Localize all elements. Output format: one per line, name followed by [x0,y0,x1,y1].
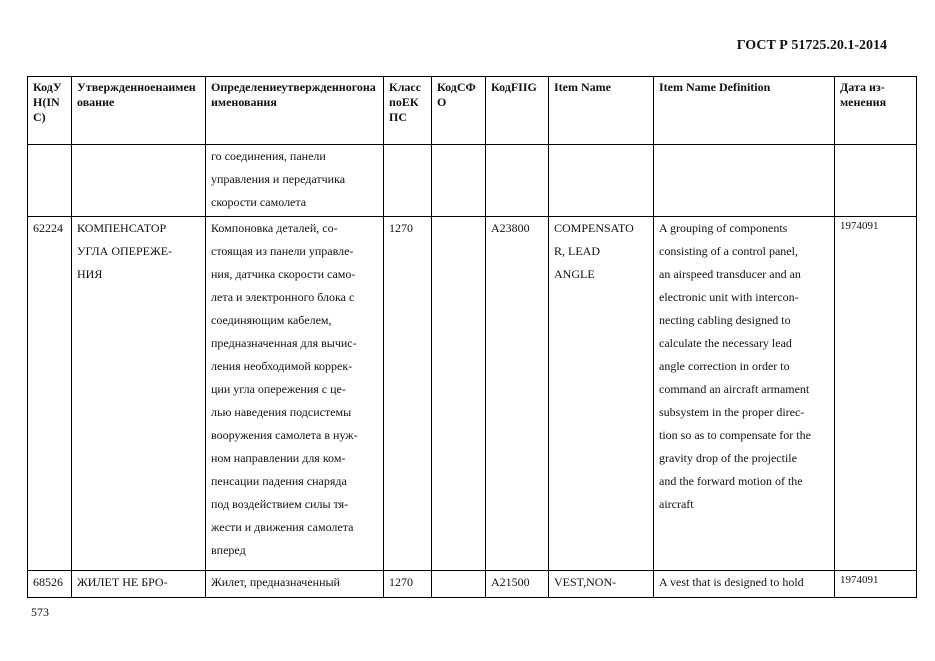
item-name-cell [549,571,654,598]
cell-line: ЕКП [389,95,419,124]
col-header-definition [206,77,384,145]
col-header-inc [28,77,72,145]
cell-line: Item Name Definition [659,80,771,94]
cell-line: КОМПЕНСАТОР [77,221,167,235]
change-date-cell [835,145,917,217]
cell-line: calculate the necessary lead [659,336,792,350]
change-date-cell [835,217,917,571]
cell-line: Код [437,80,457,94]
cell-line: subsystem in the proper direc- [659,405,805,419]
class-cell [384,571,432,598]
table-header-row [28,77,917,145]
cell-line: лета и электронного блока с [211,290,355,304]
cell-line: Код [491,80,511,94]
cell-line: A23800 [491,221,530,235]
cell-line: and the forward motion of the [659,474,803,488]
table-row [28,145,917,217]
cell-line: УН [33,80,62,109]
sfo-cell [432,571,486,598]
cell-line: под воздействием силы тя- [211,497,349,511]
approved-name-cell [72,571,206,598]
cell-line: 68526 [33,575,63,589]
cell-line: пенсации падения снаряда [211,474,347,488]
cell-line: по [389,95,402,109]
cell-line: an airspeed transducer and an [659,267,801,281]
inc-cell [28,217,72,571]
approved-name-cell [72,217,206,571]
fiig-cell [486,217,549,571]
cell-line: necting cabling designed to [659,313,791,327]
item-definition-cell [654,217,835,571]
cell-line: 1270 [389,575,413,589]
cell-line: лью наведения подсистемы [211,405,352,419]
sfo-cell [432,217,486,571]
item-definition-cell [654,145,835,217]
cell-line: Класс [389,80,422,94]
cell-line: 62224 [33,221,63,235]
cell-line: УГЛА ОПЕРЕЖЕ- [77,244,173,258]
cell-line: Компоновка деталей, со- [211,221,338,235]
cell-line: утвержденного [281,80,363,94]
class-cell [384,217,432,571]
cell-line: angle correction in order to [659,359,790,373]
cell-line: gravity drop of the projectile [659,451,797,465]
cell-line: VEST,NON- [554,575,617,589]
cell-line: Код [33,80,53,94]
cell-line: ANGLE [554,267,595,281]
sfo-cell [432,145,486,217]
cell-line: 1974091 [840,220,879,232]
page-number: 573 [31,605,49,619]
cell-line: command an aircraft armament [659,382,810,396]
cell-line: НИЯ [77,267,103,281]
col-header-sfo [432,77,486,145]
cell-line: COMPENSATO [554,221,634,235]
document-standard-code: ГОСТ Р 51725.20.1-2014 [736,38,887,53]
cell-line: R, LEAD [554,244,600,258]
cell-line: го соединения, панели [211,149,326,163]
fiig-cell [486,571,549,598]
cell-line: вооружения самолета в нуж- [211,428,358,442]
cell-line: consisting of a control panel, [659,244,798,258]
cell-line: tion so as to compensate for the [659,428,811,442]
cell-line: 1270 [389,221,413,235]
cell-line: наименование [77,80,196,109]
cell-line: наименования [211,80,376,109]
cell-line: жести и движения самолета [211,520,354,534]
cell-line: (INC) [33,95,60,124]
cell-line: ЖИЛЕТ НЕ БРО- [77,575,168,589]
cell-line: 1974091 [840,574,879,586]
cell-line: A21500 [491,575,530,589]
approved-name-cell [72,145,206,217]
col-header-approved-name [72,77,206,145]
cell-line: Жилет, предназначенный [211,575,340,589]
table-row [28,217,917,571]
cell-line: ния, датчика скорости само- [211,267,356,281]
definition-cell [206,217,384,571]
cell-line: соединяющим кабелем, [211,313,332,327]
col-header-class [384,77,432,145]
cell-line: Утвержденное [77,80,156,94]
cell-line: вперед [211,543,246,557]
definition-cell [206,571,384,598]
cell-line: предназначенная для вычис- [211,336,357,350]
col-header-item-name [549,77,654,145]
cell-line: FIIG [510,80,537,94]
col-header-change-date [835,77,917,145]
cell-line: Item Name [554,80,611,94]
class-cell [384,145,432,217]
item-name-cell [549,145,654,217]
table-row [28,571,917,598]
col-header-item-definition [654,77,835,145]
cell-line: ном направлении для ком- [211,451,346,465]
cell-line: стоящая из панели управле- [211,244,354,258]
cell-line: СФО [437,80,476,109]
cell-line: скорости самолета [211,195,307,209]
fiig-cell [486,145,549,217]
item-name-cell [549,217,654,571]
cell-line: aircraft [659,497,694,511]
definition-cell [206,145,384,217]
change-date-cell [835,571,917,598]
cell-line: управления и передатчика [211,172,346,186]
cell-line: A grouping of components [659,221,788,235]
cell-line: A vest that is designed to hold [659,575,804,589]
cell-line: Определение [211,80,282,94]
cell-line: ции угла опережения с це- [211,382,346,396]
cell-line: Дата из- [840,80,885,94]
col-header-fiig [486,77,549,145]
cell-line: С [398,110,408,124]
cell-line: ления необходимой коррек- [211,359,353,373]
catalog-table [27,76,917,598]
inc-cell [28,571,72,598]
inc-cell [28,145,72,217]
item-definition-cell [654,571,835,598]
cell-line: менения [840,95,887,109]
cell-line: electronic unit with intercon- [659,290,799,304]
